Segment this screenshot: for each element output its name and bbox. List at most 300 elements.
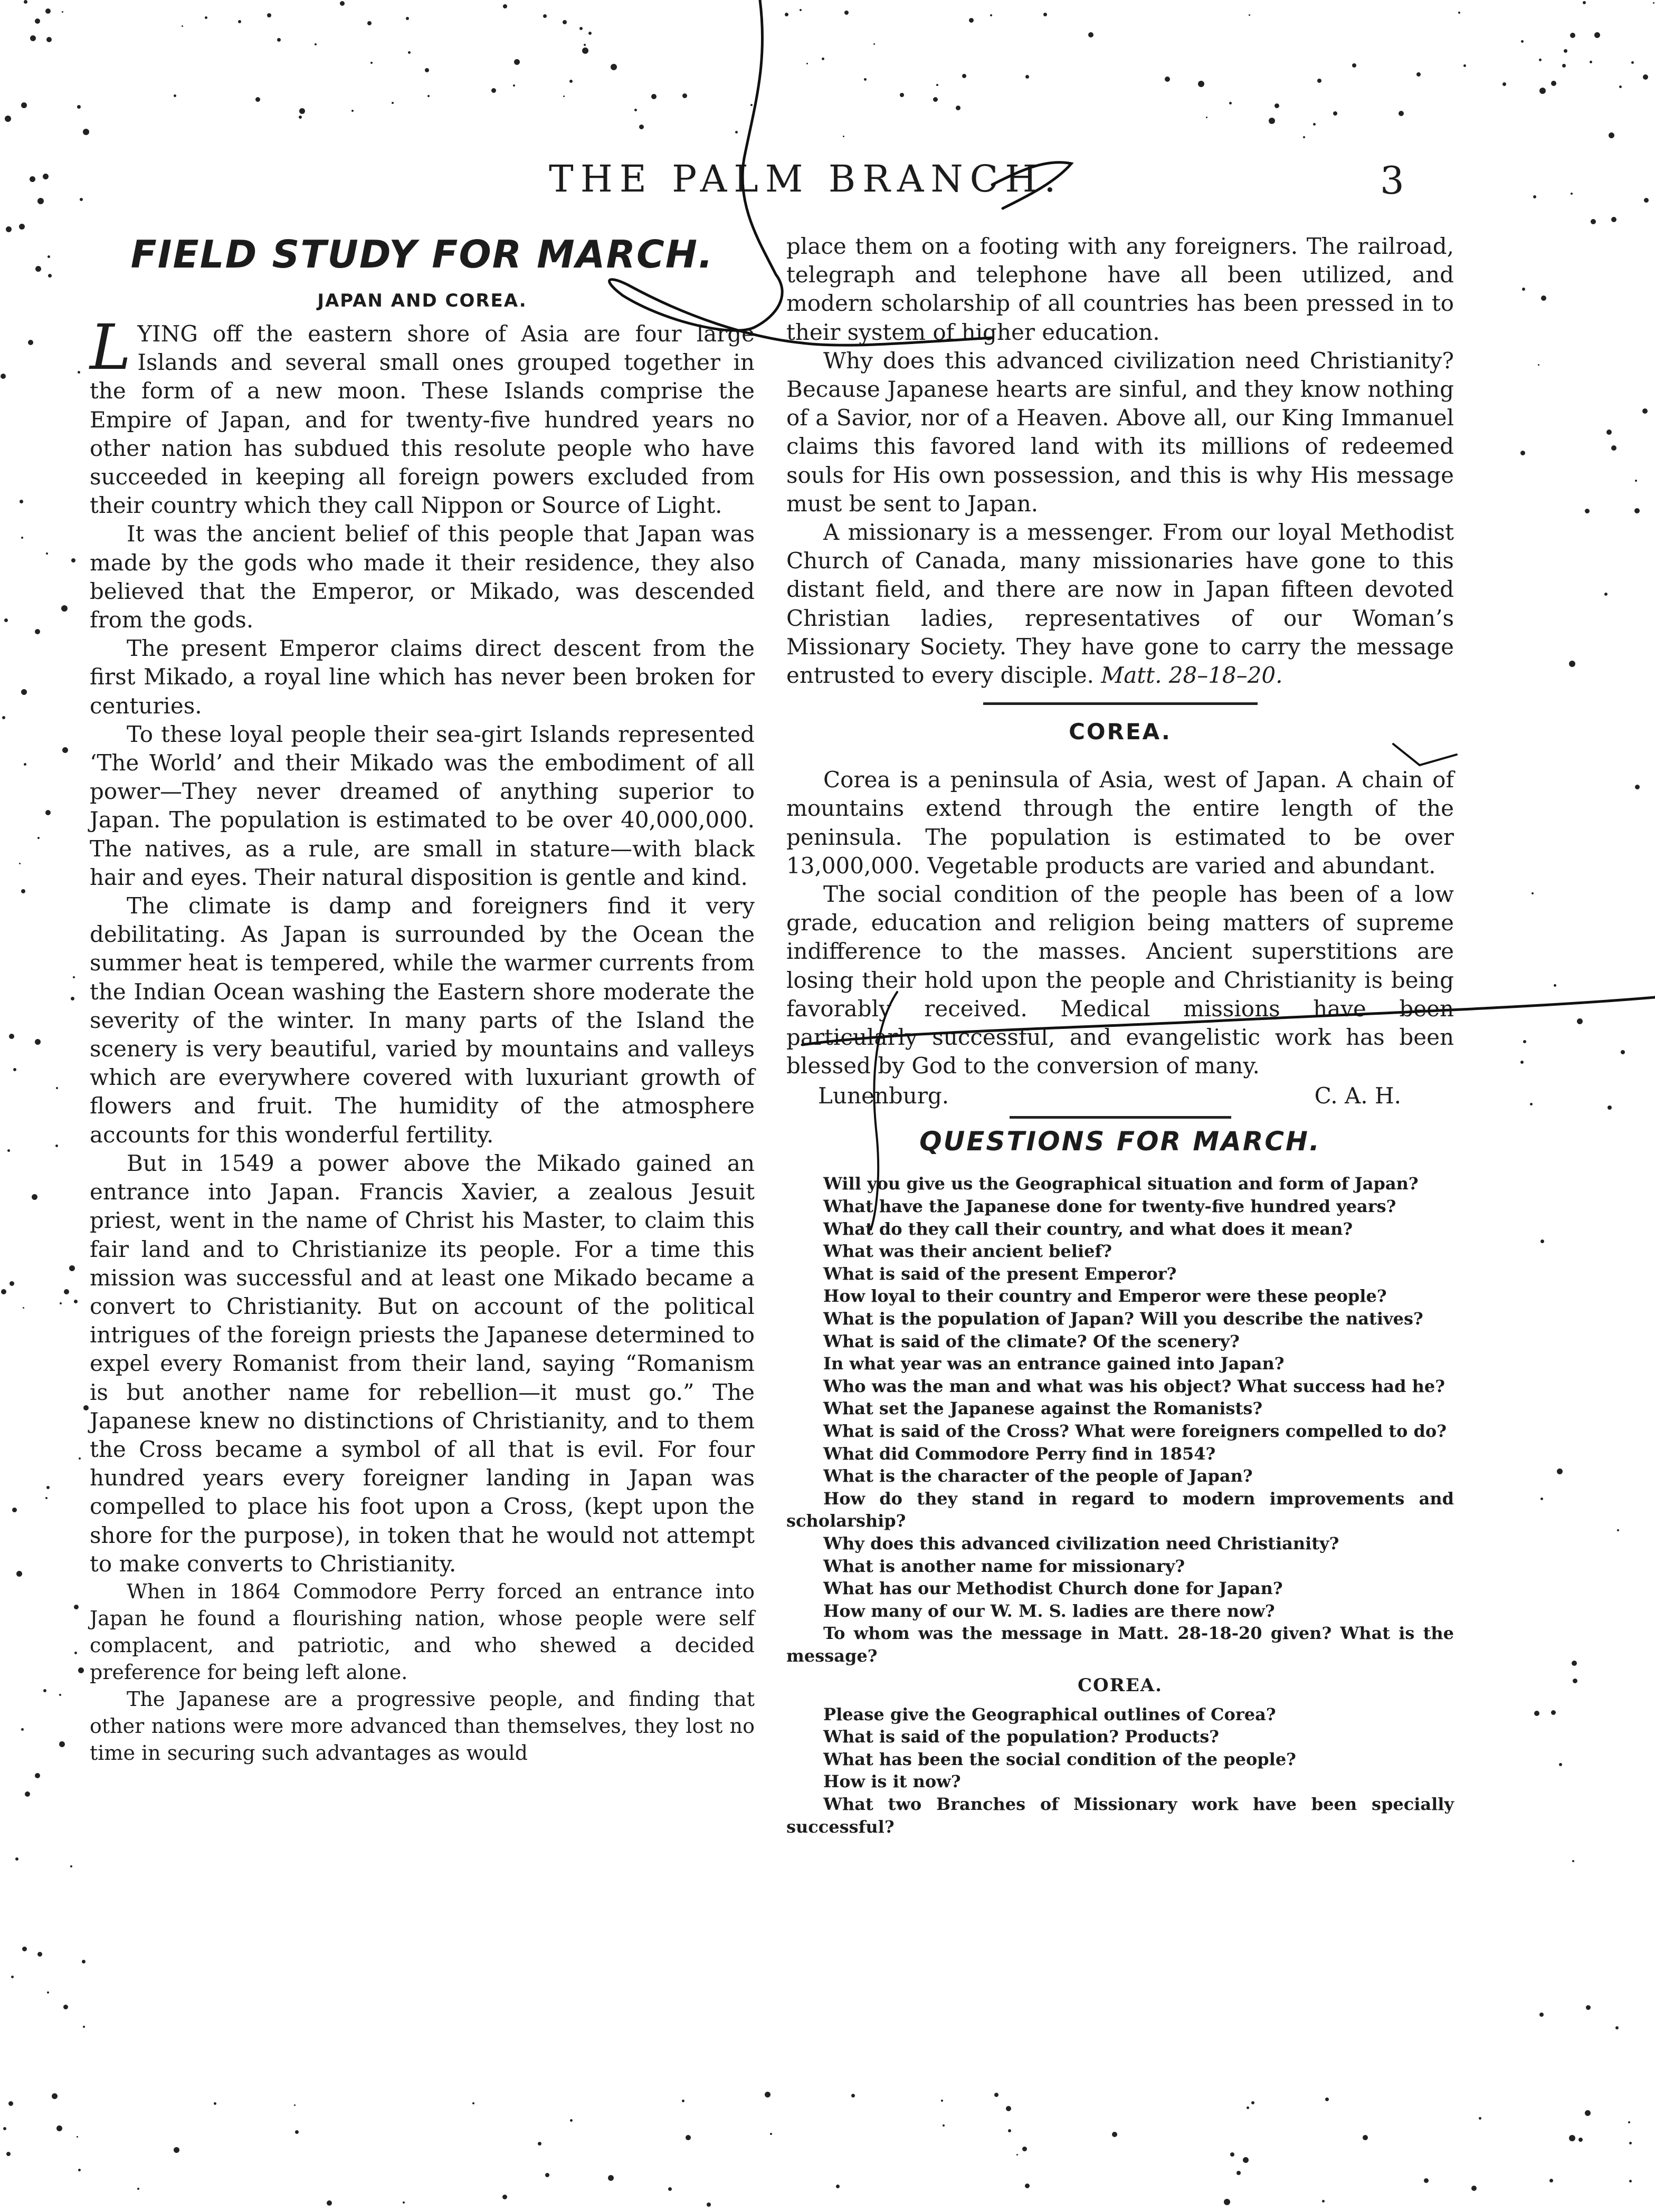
question-item: What is said of the present Emperor? — [823, 1263, 1177, 1284]
scan-speck — [7, 1149, 10, 1152]
scan-speck — [21, 1728, 24, 1731]
scan-speck — [19, 863, 21, 864]
scan-speck — [1112, 2132, 1117, 2137]
question-item: What is said of the climate? Of the scenery? — [823, 1331, 1240, 1351]
scan-speck — [59, 1694, 61, 1696]
scan-speck — [1022, 2147, 1027, 2151]
scan-speck — [686, 2135, 691, 2140]
scan-speck — [52, 2093, 58, 2099]
question-item: Who was the man and what was his object? What success had he? — [823, 1376, 1445, 1396]
japan-corea-subtitle: JAPAN AND COREA. — [317, 290, 527, 311]
scan-speck — [43, 1689, 46, 1692]
scan-speck — [1572, 1661, 1577, 1666]
scan-speck — [864, 78, 867, 81]
scan-speck — [1573, 1679, 1577, 1683]
scan-speck — [563, 20, 567, 24]
scan-speck — [1243, 2157, 1249, 2163]
scan-speck — [55, 1145, 58, 1147]
scan-speck — [873, 43, 875, 45]
question-item: What is the character of the people of Japan? — [823, 1466, 1253, 1486]
scan-speck — [1416, 72, 1421, 77]
drop-cap: L — [90, 311, 131, 384]
scan-speck — [21, 889, 25, 893]
scan-speck — [491, 88, 496, 93]
scan-speck — [78, 371, 80, 374]
scan-speck — [294, 2104, 296, 2106]
scan-speck — [71, 997, 74, 1000]
scan-speck — [1619, 85, 1622, 88]
scan-speck — [538, 2142, 541, 2146]
question-item: What set the Japanese against the Romanists? — [823, 1398, 1263, 1419]
question-item: How do they stand in regard to modern improvements and scholarship? — [786, 1488, 1454, 1531]
question-item: Why does this advanced civilization need Christianity? — [823, 1533, 1339, 1553]
scan-speck — [1502, 82, 1506, 86]
scan-speck — [71, 558, 75, 562]
scan-speck — [1532, 892, 1534, 894]
question-item: How many of our W. M. S. ladies are there now? — [823, 1600, 1275, 1621]
question-item: What has our Methodist Church done for Japan? — [823, 1578, 1283, 1599]
scan-speck — [2, 716, 5, 719]
scan-speck — [1643, 74, 1648, 80]
scan-speck — [1554, 984, 1556, 987]
scan-speck — [1274, 103, 1279, 108]
scan-speck — [1540, 1240, 1544, 1243]
scan-speck — [1229, 102, 1232, 104]
left-column — [90, 232, 755, 1767]
questions-corea-heading: COREA. — [1077, 1674, 1163, 1696]
scan-speck — [1317, 79, 1321, 83]
scan-speck — [514, 59, 520, 65]
scan-speck — [35, 629, 40, 634]
scan-speck — [1016, 2154, 1018, 2156]
scan-speck — [1352, 63, 1356, 68]
question-item: What is another name for missionary? — [823, 1556, 1185, 1576]
scan-speck — [806, 63, 808, 64]
scan-speck — [69, 1265, 75, 1271]
scan-speck — [969, 18, 974, 23]
scan-speck — [425, 68, 429, 72]
scan-speck — [1006, 2106, 1011, 2111]
question-item: How loyal to their country and Emperor were these people? — [823, 1286, 1387, 1307]
running-head: THE PALM BRANCH. — [549, 157, 1063, 201]
scan-speck — [64, 1289, 69, 1294]
scan-speck — [35, 1773, 40, 1778]
scan-speck — [639, 125, 644, 129]
scan-speck — [63, 2005, 68, 2009]
scan-speck — [1571, 193, 1573, 195]
scan-speck — [1539, 59, 1542, 61]
right-column — [786, 232, 1454, 1838]
scan-speck — [174, 94, 176, 97]
scan-speck — [1237, 2171, 1241, 2175]
scan-speck — [59, 1741, 65, 1747]
scripture-citation: Matt. 28–18–20. — [1101, 662, 1283, 689]
scan-speck — [3, 2127, 6, 2130]
question-item: Please give the Geographical outlines of Corea? — [823, 1704, 1276, 1724]
scan-speck — [1564, 49, 1567, 53]
scan-speck — [1570, 33, 1575, 38]
scan-speck — [1604, 593, 1608, 596]
scan-speck — [35, 18, 40, 24]
scan-speck — [1615, 2026, 1619, 2029]
scan-speck — [19, 224, 25, 230]
scan-speck — [4, 618, 8, 622]
signature-place: Lunenburg. — [818, 1083, 949, 1109]
scan-speck — [1551, 1710, 1556, 1715]
scan-speck — [56, 2125, 62, 2131]
scan-speck — [502, 2195, 507, 2199]
scan-speck — [1534, 1711, 1539, 1716]
scan-speck — [1, 1289, 6, 1294]
scan-speck — [1551, 81, 1556, 86]
question-item: In what year was an entrance gained into Japan? — [823, 1353, 1285, 1374]
paragraph: Why does this advanced civilization need Christianity? Because Japanese hearts are sinful, and they know nothing of a Savior, nor of a Heaven. Above all, our King Immanuel claims this favored land with its millions of redeemed souls for His own possession, and this is why His message must be sent to Japan. — [786, 347, 1454, 517]
scan-speck — [651, 94, 657, 99]
scan-speck — [513, 84, 515, 87]
scan-speck — [21, 689, 27, 695]
scan-speck — [822, 58, 824, 60]
scan-speck — [1635, 785, 1640, 789]
paragraph: The Japanese are a progressive people, and finding that other nations were more advanced than themselves, they lost no time in securing such advantages as would — [90, 1687, 755, 1765]
signature-initials: C. A. H. — [1314, 1083, 1401, 1109]
scan-speck — [137, 2188, 139, 2190]
scan-speck — [56, 1087, 58, 1089]
paragraph: A missionary is a messenger. From our loyal Methodist Church of Canada, many missionaries have gone to this distant field, and there are now in Japan fifteen devoted Christian ladies, representatives of our Woman’s Missionary Society. They have gone to carry the message entrusted to every disciple. Matt. 28–18–20. — [786, 519, 1454, 689]
scan-speck — [844, 11, 849, 15]
scan-speck — [22, 1947, 27, 1951]
scan-speck — [1611, 217, 1616, 222]
scan-speck — [5, 116, 11, 122]
scan-speck — [1165, 77, 1170, 82]
scan-speck — [30, 176, 35, 182]
scan-speck — [47, 1991, 49, 1994]
scan-speck — [1251, 2101, 1254, 2104]
corea-heading: COREA. — [1069, 719, 1172, 745]
scan-speck — [1585, 509, 1590, 513]
scan-speck — [943, 2124, 945, 2127]
scan-speck — [682, 2100, 684, 2102]
scan-speck — [994, 2093, 998, 2097]
scan-speck — [1520, 451, 1525, 455]
scan-speck — [32, 1194, 37, 1200]
scan-speck — [579, 27, 583, 30]
scan-speck — [582, 47, 588, 54]
scan-speck — [77, 2136, 78, 2138]
scan-speck — [1530, 1103, 1533, 1105]
scan-speck — [74, 1300, 78, 1303]
scan-speck — [1642, 408, 1648, 414]
scan-speck — [936, 84, 938, 86]
page-number: 3 — [1380, 158, 1404, 203]
scan-speck — [543, 14, 547, 18]
scan-speck — [800, 9, 802, 11]
paragraph: The social condition of the people has been of a low grade, education and religion being matters of supreme indifference to the masses. Ancient superstitions are losing their hold upon the people and Christianity is being favorably received. Medical missions have been particularly successful, and evangelistic work has been blessed by God to the conversion of many. — [786, 881, 1454, 1079]
scan-speck — [1198, 81, 1204, 87]
scan-speck — [45, 810, 51, 815]
scan-speck — [1591, 219, 1596, 224]
scan-speck — [48, 274, 52, 278]
scan-speck — [1562, 64, 1566, 68]
scan-speck — [23, 1307, 24, 1309]
scan-speck — [990, 14, 992, 16]
scan-speck — [707, 2203, 711, 2207]
scan-speck — [16, 1571, 22, 1577]
paragraph: But in 1549 a power above the Mikado gained an entrance into Japan. Francis Xavier, a zealous Jesuit priest, went in the name of Christ his Master, to claim this fair land and to Christianize its people. For a time this mission was successful and at least one Mikado became a convert to Christianity. But on account of the political intrigues of the foreign priests the Japanese determined to expel every Romanist from their land, saying “Romanism is but another name for rebellion—it must go.” The Japanese knew no distinctions of Christianity, and to them the Cross became a symbol of all that is evil. For four hundred years every foreigner landing in Japan was compelled to place his foot upon a Cross, (kept upon the shore for the purpose), in token that he would not attempt to make converts to Christianity. — [90, 1150, 755, 1577]
scan-speck — [1025, 2184, 1030, 2188]
question-item: To whom was the message in Matt. 28-18-20 given? What is the message? — [786, 1623, 1454, 1666]
question-item: What has been the social condition of the people? — [823, 1749, 1296, 1769]
scan-speck — [267, 13, 271, 17]
question-item: What did Commodore Perry find in 1854? — [823, 1443, 1216, 1464]
scan-speck — [1549, 2179, 1553, 2182]
scan-speck — [1594, 32, 1600, 38]
scan-speck — [1025, 75, 1029, 79]
question-item: How is it now? — [823, 1771, 961, 1792]
scan-speck — [1471, 2186, 1477, 2191]
scan-speck — [1325, 2097, 1329, 2101]
scan-speck — [1611, 445, 1616, 451]
scan-speck — [1458, 12, 1460, 14]
scan-speck — [83, 129, 89, 135]
scan-speck — [46, 1486, 50, 1489]
scan-speck — [851, 2094, 855, 2097]
question-item: What is said of the Cross? What were foreigners compelled to do? — [823, 1421, 1447, 1442]
scan-speck — [35, 266, 41, 272]
scan-speck — [28, 340, 33, 345]
scan-speck — [1629, 2142, 1632, 2144]
scan-speck — [24, 763, 26, 766]
scan-speck — [1539, 88, 1546, 94]
scan-speck — [1533, 195, 1536, 198]
scan-speck — [1559, 1763, 1562, 1766]
scan-speck — [1303, 136, 1305, 138]
questions-heading: QUESTIONS FOR MARCH. — [919, 1126, 1321, 1157]
scan-speck — [37, 1952, 42, 1957]
paragraph: It was the ancient belief of this people that Japan was made by the gods who made it their residence, they also believed that the Emperor, or Mikado, was descended from the gods. — [90, 521, 755, 633]
scan-speck — [21, 102, 27, 108]
scan-speck — [1520, 1061, 1524, 1064]
scan-speck — [843, 136, 844, 137]
paragraph: place them on a footing with any foreigners. The railroad, telegraph and telephone have all been utilized, and modern scholarship of all countries has been pressed in to their system of higher education. — [786, 233, 1454, 345]
scan-speck — [1540, 1498, 1543, 1500]
scan-speck — [1617, 1529, 1619, 1531]
scan-speck — [668, 2187, 672, 2191]
scan-speck — [37, 198, 44, 204]
scan-speck — [1463, 64, 1466, 67]
scan-speck — [392, 102, 394, 104]
scan-speck — [1606, 430, 1612, 435]
paragraph: When in 1864 Commodore Perry forced an entrance into Japan he found a flourishing nation, whose people were self complacent, and patriotic, and who shewed a decided preference for being left alone. — [90, 1579, 755, 1684]
question-item: Will you give us the Geographical situation and form of Japan? — [823, 1174, 1419, 1194]
scan-speck — [1088, 32, 1093, 37]
scan-speck — [1539, 2013, 1544, 2017]
scan-speck — [6, 2152, 11, 2156]
scan-speck — [15, 1857, 18, 1861]
scan-speck — [1590, 61, 1592, 63]
scan-speck — [1043, 13, 1047, 16]
scan-speck — [1609, 132, 1614, 138]
scan-speck — [24, 0, 27, 4]
scan-speck — [20, 500, 23, 503]
scan-speck — [45, 1497, 47, 1499]
paragraph: To these loyal people their sea-girt Islands represented ‘The World’ and their Mikado was the embodiment of all power—They never dreamed of anything superior to Japan. The population is estimated to be over 40,000,000. The natives, as a rule, are small in stature—with black hair and eyes. Their natural disposition is gentle and kind. — [90, 721, 755, 890]
scan-speck — [77, 105, 81, 109]
scan-speck — [60, 1302, 62, 1304]
paragraph: LYING off the eastern shore of Asia are four large Islands and several small ones grouped together in the form of a new moon. These Islands comprise the Empire of Japan, and for twenty-five hundred years no other nation has subdued this resolute people who have succeeded in keeping all foreign powers excluded from their country which they call Nippon or Source of Light. — [90, 311, 755, 519]
scan-speck — [1206, 117, 1207, 118]
scan-speck — [214, 2102, 216, 2105]
scan-speck — [1, 374, 6, 379]
paragraph: Corea is a peninsula of Asia, west of Japan. A chain of mountains extend through the entire length of the peninsula. The population is estimated to be over 13,000,000. Vegetable products are varied and abundant. — [786, 767, 1454, 879]
question-item: What have the Japanese done for twenty-five hundred years? — [823, 1196, 1396, 1217]
scan-speck — [30, 35, 36, 41]
scan-speck — [1578, 2138, 1583, 2142]
scan-speck — [340, 1, 345, 6]
scan-speck — [1653, 2, 1654, 4]
scan-speck — [205, 16, 207, 19]
scan-speck — [1635, 480, 1637, 482]
scan-speck — [37, 837, 40, 839]
question-item: What was their ancient belief? — [823, 1241, 1112, 1262]
scan-speck — [78, 2169, 81, 2171]
scan-speck — [1008, 2129, 1011, 2132]
section-rule — [1010, 1116, 1231, 1119]
scan-speck — [255, 97, 260, 102]
scan-speck — [1577, 1018, 1583, 1024]
scan-speck — [956, 106, 960, 110]
scan-speck — [1569, 661, 1575, 667]
scan-speck — [83, 1405, 89, 1410]
scan-speck — [1479, 2117, 1481, 2120]
scan-speck — [1521, 40, 1524, 43]
scan-speck — [73, 976, 75, 978]
scan-speck — [584, 44, 586, 46]
scan-speck — [770, 2133, 772, 2135]
scan-speck — [238, 20, 241, 23]
scan-speck — [682, 93, 687, 98]
scan-speck — [785, 13, 788, 16]
scan-speck — [1583, 1, 1586, 4]
scan-speck — [1586, 2005, 1591, 2010]
scan-speck — [1629, 2180, 1632, 2182]
scan-speck — [12, 1508, 17, 1512]
scan-speck — [1247, 2106, 1249, 2109]
questions-list — [786, 1172, 1454, 1838]
scan-speck — [735, 131, 738, 134]
scan-speck — [9, 1281, 14, 1286]
scan-speck — [1538, 364, 1539, 366]
scan-speck — [83, 2026, 85, 2028]
scan-speck — [370, 62, 373, 64]
scan-speck — [1541, 295, 1546, 301]
scan-speck — [1313, 123, 1316, 126]
question-item: What is the population of Japan? Will you describe the natives? — [823, 1309, 1423, 1329]
scan-speck — [408, 51, 411, 54]
scan-speck — [406, 17, 409, 20]
scan-speck — [836, 2185, 840, 2188]
scan-speck — [962, 74, 966, 78]
scan-speck — [21, 537, 23, 539]
scan-speck — [299, 108, 305, 114]
scan-speck — [9, 1034, 14, 1039]
paragraph: The climate is damp and foreigners find it very debilitating. As Japan is surrounded by the Ocean the summer heat is tempered, while the warmer currents from the Indian Ocean washing the Eastern shore moderate the severity of the winter. In many parts of the Island the scenery is very beautiful, varied by mountains and valleys which are everywhere covered with luxuriant growth of flowers and fruit. The humidity of the atmosphere accounts for this wonderful fertility. — [90, 893, 755, 1148]
scan-speck — [74, 1652, 77, 1654]
scan-speck — [941, 2100, 943, 2102]
section-rule — [983, 702, 1258, 705]
scan-speck — [299, 116, 302, 119]
scan-speck — [79, 1457, 81, 1460]
scan-speck — [503, 4, 507, 8]
scan-speck — [1628, 2121, 1630, 2123]
scan-speck — [634, 109, 637, 111]
scan-speck — [1569, 2135, 1575, 2141]
scan-speck — [1621, 1050, 1625, 1054]
scan-speck — [765, 2092, 771, 2097]
scan-speck — [45, 8, 51, 14]
scan-speck — [295, 2130, 299, 2134]
scan-speck — [1585, 2110, 1591, 2116]
scan-speck — [570, 2119, 573, 2122]
scan-speck — [82, 1960, 85, 1963]
scan-speck — [277, 38, 281, 42]
scan-speck — [74, 1605, 79, 1609]
scan-speck — [1399, 111, 1404, 116]
scan-speck — [174, 2147, 179, 2153]
question-item: What is said of the population? Products? — [823, 1727, 1220, 1747]
scan-speck — [46, 37, 52, 42]
scan-speck — [70, 1865, 72, 1867]
scan-speck — [1322, 2200, 1325, 2203]
scan-speck — [1523, 1040, 1526, 1043]
scan-speck — [933, 97, 938, 102]
scan-speck — [1249, 14, 1250, 16]
scan-speck — [1572, 1860, 1574, 1862]
scan-speck — [1230, 2152, 1234, 2157]
scan-speck — [427, 95, 430, 97]
scan-speck — [6, 226, 12, 232]
scan-speck — [403, 2201, 405, 2204]
scan-speck — [327, 2200, 332, 2206]
scan-speck — [62, 11, 63, 13]
scan-speck — [80, 198, 83, 201]
scan-speck — [608, 2175, 614, 2181]
scan-speck — [46, 552, 48, 555]
scan-speck — [367, 21, 372, 25]
scan-speck — [563, 96, 565, 97]
signature — [786, 1080, 1454, 1112]
scan-speck — [1224, 2199, 1230, 2205]
scan-speck — [78, 1667, 84, 1673]
scan-speck — [11, 1976, 14, 1978]
paragraph: The present Emperor claims direct descent from the first Mikado, a royal line which has never been broken for centuries. — [90, 635, 755, 719]
scan-speck — [1557, 1469, 1563, 1474]
scan-speck — [1333, 111, 1337, 116]
scan-speck — [1608, 1105, 1612, 1110]
scan-speck — [1269, 118, 1275, 124]
scan-speck — [47, 255, 50, 258]
scan-speck — [8, 2101, 13, 2106]
scan-speck — [750, 104, 753, 106]
scan-speck — [43, 174, 49, 179]
scan-speck — [900, 93, 904, 97]
scan-speck — [1634, 508, 1640, 513]
scan-speck — [25, 1791, 30, 1797]
scan-speck — [588, 32, 592, 35]
scan-speck — [315, 43, 317, 45]
scan-speck — [611, 64, 617, 70]
scan-speck — [351, 110, 354, 112]
scan-speck — [62, 747, 68, 753]
